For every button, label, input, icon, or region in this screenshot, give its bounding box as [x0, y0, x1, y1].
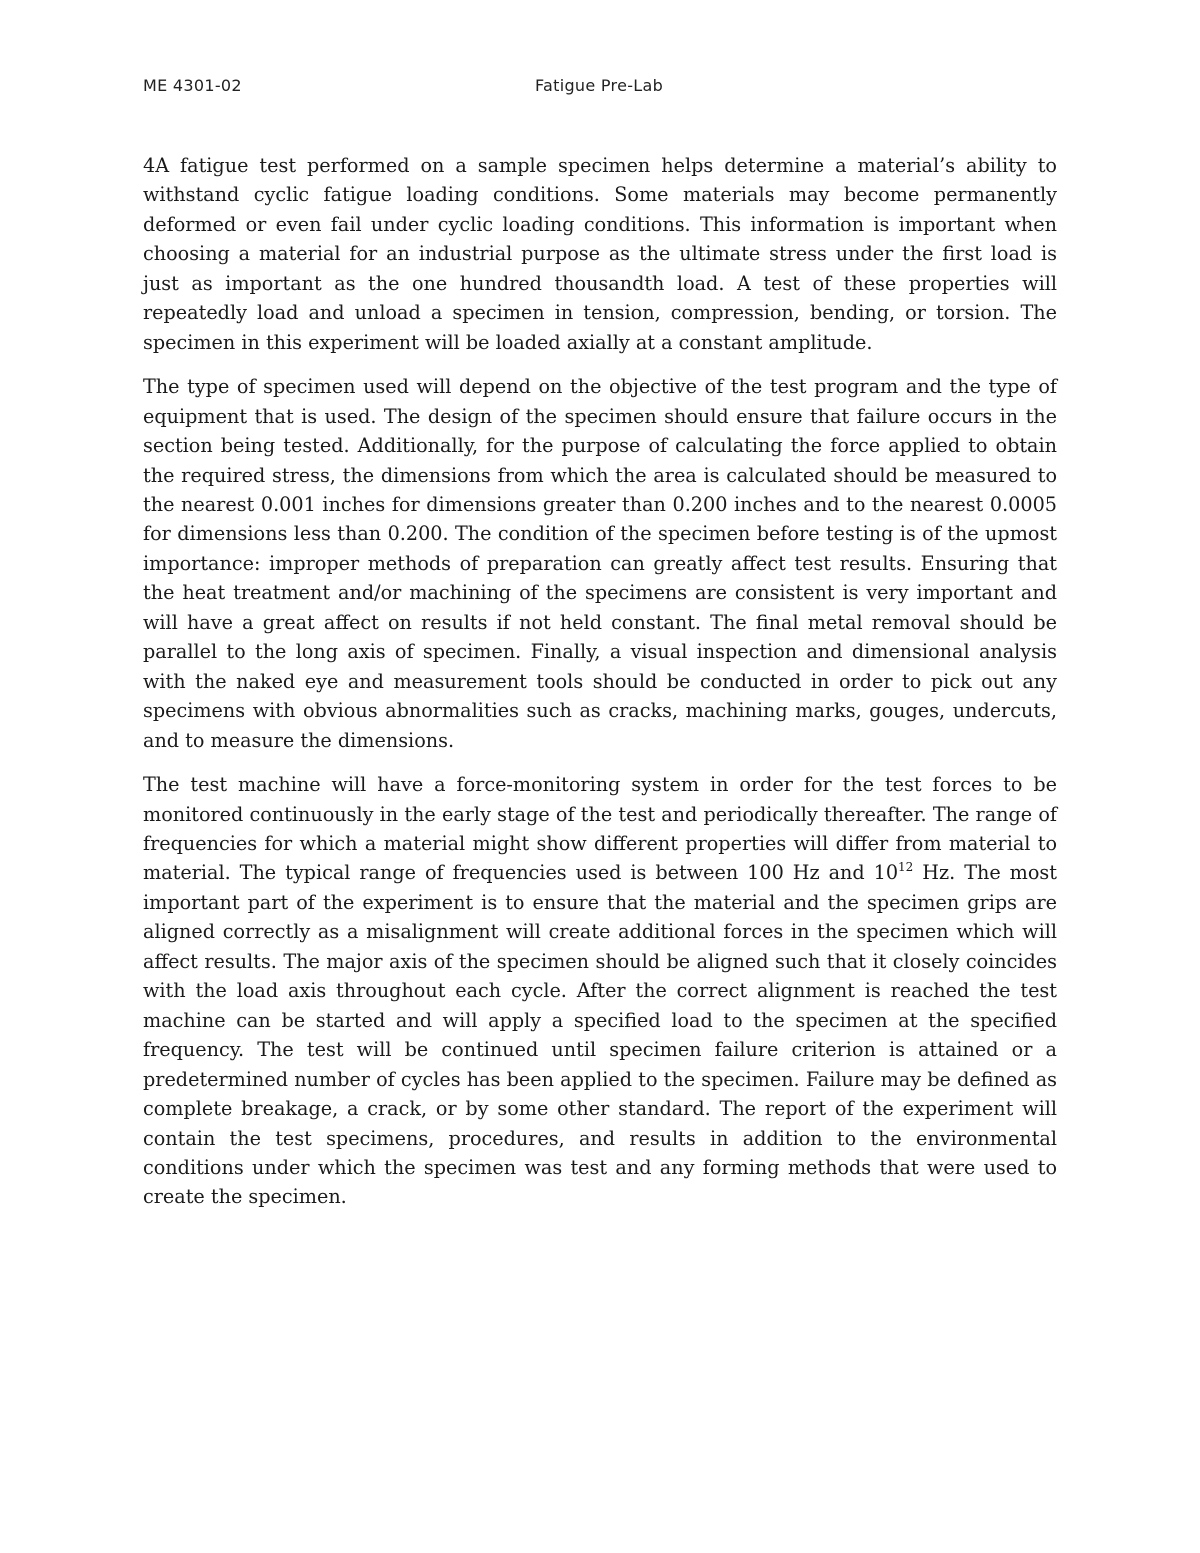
- frequency-exponent: 12: [898, 860, 914, 875]
- header-document-title: Fatigue Pre-Lab: [535, 76, 664, 95]
- paragraph-test-machine-part1: The test machine will have a force-monitoring system in order for the test forces to be monitored continuously in the early stage of the test and periodically thereafter. The range of frequencies for which a material might show different properties will differ from material to material. The typical range of frequencies used is between 100 Hz and 10: [143, 773, 1057, 885]
- header-course-code: ME 4301-02: [143, 76, 242, 95]
- paragraph-intro: 4A fatigue test performed on a sample specimen helps determine a material’s ability to withstand cyclic fatigue loading conditions. Some materials may become permanently deformed or even fail under cyclic loading conditions. This information is important when choosing a material for an industrial purpose as the ultimate stress under the first load is just as important as the one hundred thousandth load. A test of these properties will repeatedly load and unload a specimen in tension, compression, bending, or torsion. The specimen in this experiment will be loaded axially at a constant amplitude.: [143, 154, 1057, 354]
- paragraph-test-machine: [143, 770, 1057, 1212]
- paragraph-specimen: The type of specimen used will depend on the objective of the test program and the type of equipment that is used. The design of the specimen should ensure that failure occurs in the section being tested. Additionally, for the purpose of calculating the force applied to obtain the required stress, the dimensions from which the area is calculated should be measured to the nearest 0.001 inches for dimensions greater than 0.200 inches and to the nearest 0.0005 for dimensions less than 0.200. The condition of the specimen before testing is of the upmost importance: improper methods of preparation can greatly affect test results. Ensuring that the heat treatment and/or machining of the specimens are consistent is very important and will have a great affect on results if not held constant. The final metal removal should be parallel to the long axis of specimen. Finally, a visual inspection and dimensional analysis with the naked eye and measurement tools should be conducted in order to pick out any specimens with obvious abnormalities such as cracks, machining marks, gouges, undercuts, and to measure the dimensions.: [143, 375, 1057, 752]
- paragraph-test-machine-part2: Hz. The most important part of the experiment is to ensure that the material and the specimen grips are aligned correctly as a misalignment will create additional forces in the specimen which will affect results. The major axis of the specimen should be aligned such that it closely coincides with the load axis throughout each cycle. After the correct alignment is reached the test machine can be started and will apply a specified load to the specimen at the specified frequency. The test will be continued until specimen failure criterion is attained or a predetermined number of cycles has been applied to the specimen. Failure may be defined as complete breakage, a crack, or by some other standard. The report of the experiment will contain the test specimens, procedures, and results in addition to the environmental conditions under which the specimen was test and any forming methods that were used to create the specimen.: [143, 861, 1057, 1209]
- page-header: [143, 76, 1057, 100]
- document-body: [143, 151, 1057, 1227]
